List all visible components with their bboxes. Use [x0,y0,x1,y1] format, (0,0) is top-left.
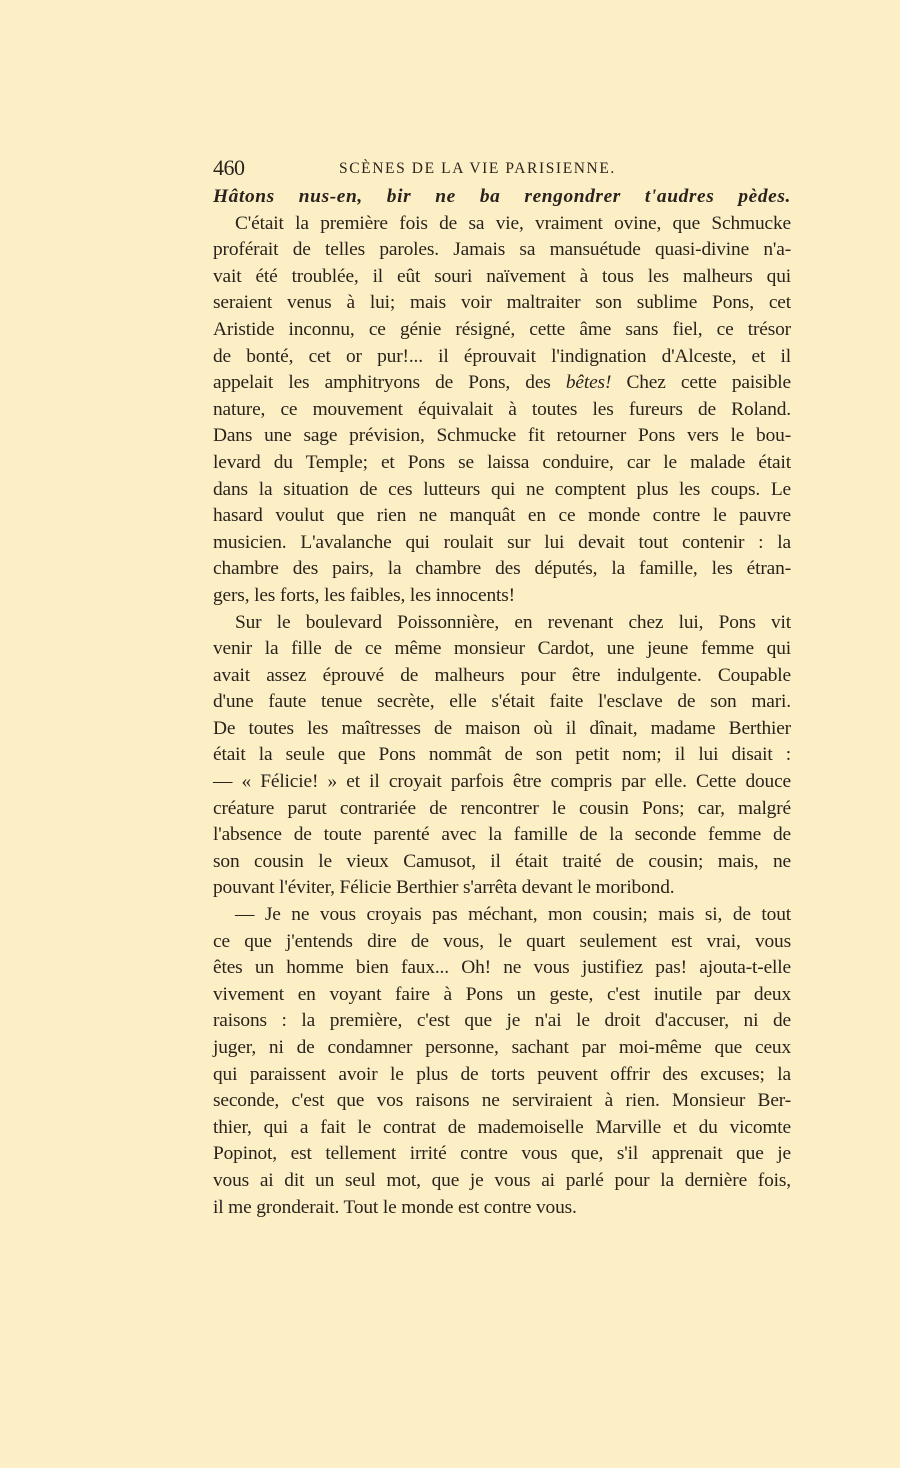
text-line: raisons : la première, c'est que je n'ai le droit d'accuser, ni de [213,1010,791,1032]
text-line: de bonté, cet or pur!... il éprouvait l'indignation d'Alceste, et il [213,345,791,367]
text-line: qui paraissent avoir le plus de torts peuvent offrir des excuses; la [213,1063,791,1085]
text-line: C'était la première fois de sa vie, vraiment ovine, que Schmucke [235,212,791,234]
page-number: 460 [213,155,245,180]
text-line: seconde, c'est que vos raisons ne serviraient à rien. Monsieur Ber- [213,1090,791,1112]
text-line: thier, qui a fait le contrat de mademoiselle Marville et du vicomte [213,1116,791,1138]
text-line: Sur le boulevard Poissonnière, en revenant chez lui, Pons vit [235,611,791,633]
text-line: dans la situation de ces lutteurs qui ne comptent plus les coups. Le [213,478,791,500]
text-line: seraient venus à lui; mais voir maltraiter son sublime Pons, cet [213,292,791,314]
running-title: SCÈNES DE LA VIE PARISIENNE. [339,160,616,177]
book-page [213,154,791,1221]
text-line: pouvant l'éviter, Félicie Berthier s'arrêta devant le moribond. [213,877,675,899]
text-line: avait assez éprouvé de malheurs pour être indulgente. Coupable [213,664,791,686]
text-line: vous ai dit un seul mot, que je vous ai parlé pour la dernière fois, [213,1169,791,1191]
text-line [213,370,791,397]
text-line: créature parut contrariée de rencontrer le cousin Pons; car, malgré [213,797,791,819]
text-line: l'absence de toute parenté avec la famille de la seconde femme de [213,824,791,846]
text-line: Hâtons nus-en, bir ne ba rengondrer t'audres pèdes. [213,186,791,207]
text-line: vait été troublée, il eût souri naïvement à tous les malheurs qui [213,265,791,287]
text-line: De toutes les maîtresses de maison où il dînait, madame Berthier [213,717,791,739]
text-line: était la seule que Pons nommât de son petit nom; il lui disait : [213,744,791,766]
text-line: musicien. L'avalanche qui roulait sur lui devait tout contenir : la [213,531,791,553]
text-line: Popinot, est tellement irrité contre vous que, s'il apprenait que je [213,1143,791,1165]
text-line: chambre des pairs, la chambre des députés, la famille, les étran- [213,558,791,580]
text-line: nature, ce mouvement équivalait à toutes les fureurs de Roland. [213,398,791,420]
text-line: êtes un homme bien faux... Oh! ne vous justifiez pas! ajouta-t-elle [213,957,791,979]
text-line: levard du Temple; et Pons se laissa conduire, car le malade était [213,451,791,473]
text-segment: appelait les amphitryons de Pons, des [213,372,566,394]
text-line: gers, les forts, les faibles, les innocents! [213,584,515,606]
text-line: il me gronderait. Tout le monde est contre vous. [213,1196,577,1218]
text-line: son cousin le vieux Camusot, il était traité de cousin; mais, ne [213,850,791,872]
text-line: proférait de telles paroles. Jamais sa mansuétude quasi-divine n'a- [213,239,791,261]
text-line: Dans une sage prévision, Schmucke fit retourner Pons vers le bou- [213,425,791,447]
text-line: ce que j'entends dire de vous, le quart seulement est vrai, vous [213,930,791,952]
emphasis-text: bêtes! [565,372,612,394]
text-line: vivement en voyant faire à Pons un geste, c'est inutile par deux [213,983,791,1005]
text-line: venir la fille de ce même monsieur Cardot, une jeune femme qui [213,638,791,660]
body-text [213,184,791,1221]
text-line: juger, ni de condamner personne, sachant par moi-même que ceux [213,1037,791,1058]
text-line: Aristide inconnu, ce génie résigné, cette âme sans fiel, ce trésor [213,318,791,340]
page-header [213,154,791,182]
text-line: — Je ne vous croyais pas méchant, mon cousin; mais si, de tout [235,904,791,926]
text-segment: Chez cette paisible [611,372,791,394]
text-line: d'une faute tenue secrète, elle s'était faite l'esclave de son mari. [213,691,791,713]
text-line: — « Félicie! » et il croyait parfois être compris par elle. Cette douce [213,771,791,793]
text-line: hasard voulut que rien ne manquât en ce monde contre le pauvre [213,505,791,527]
